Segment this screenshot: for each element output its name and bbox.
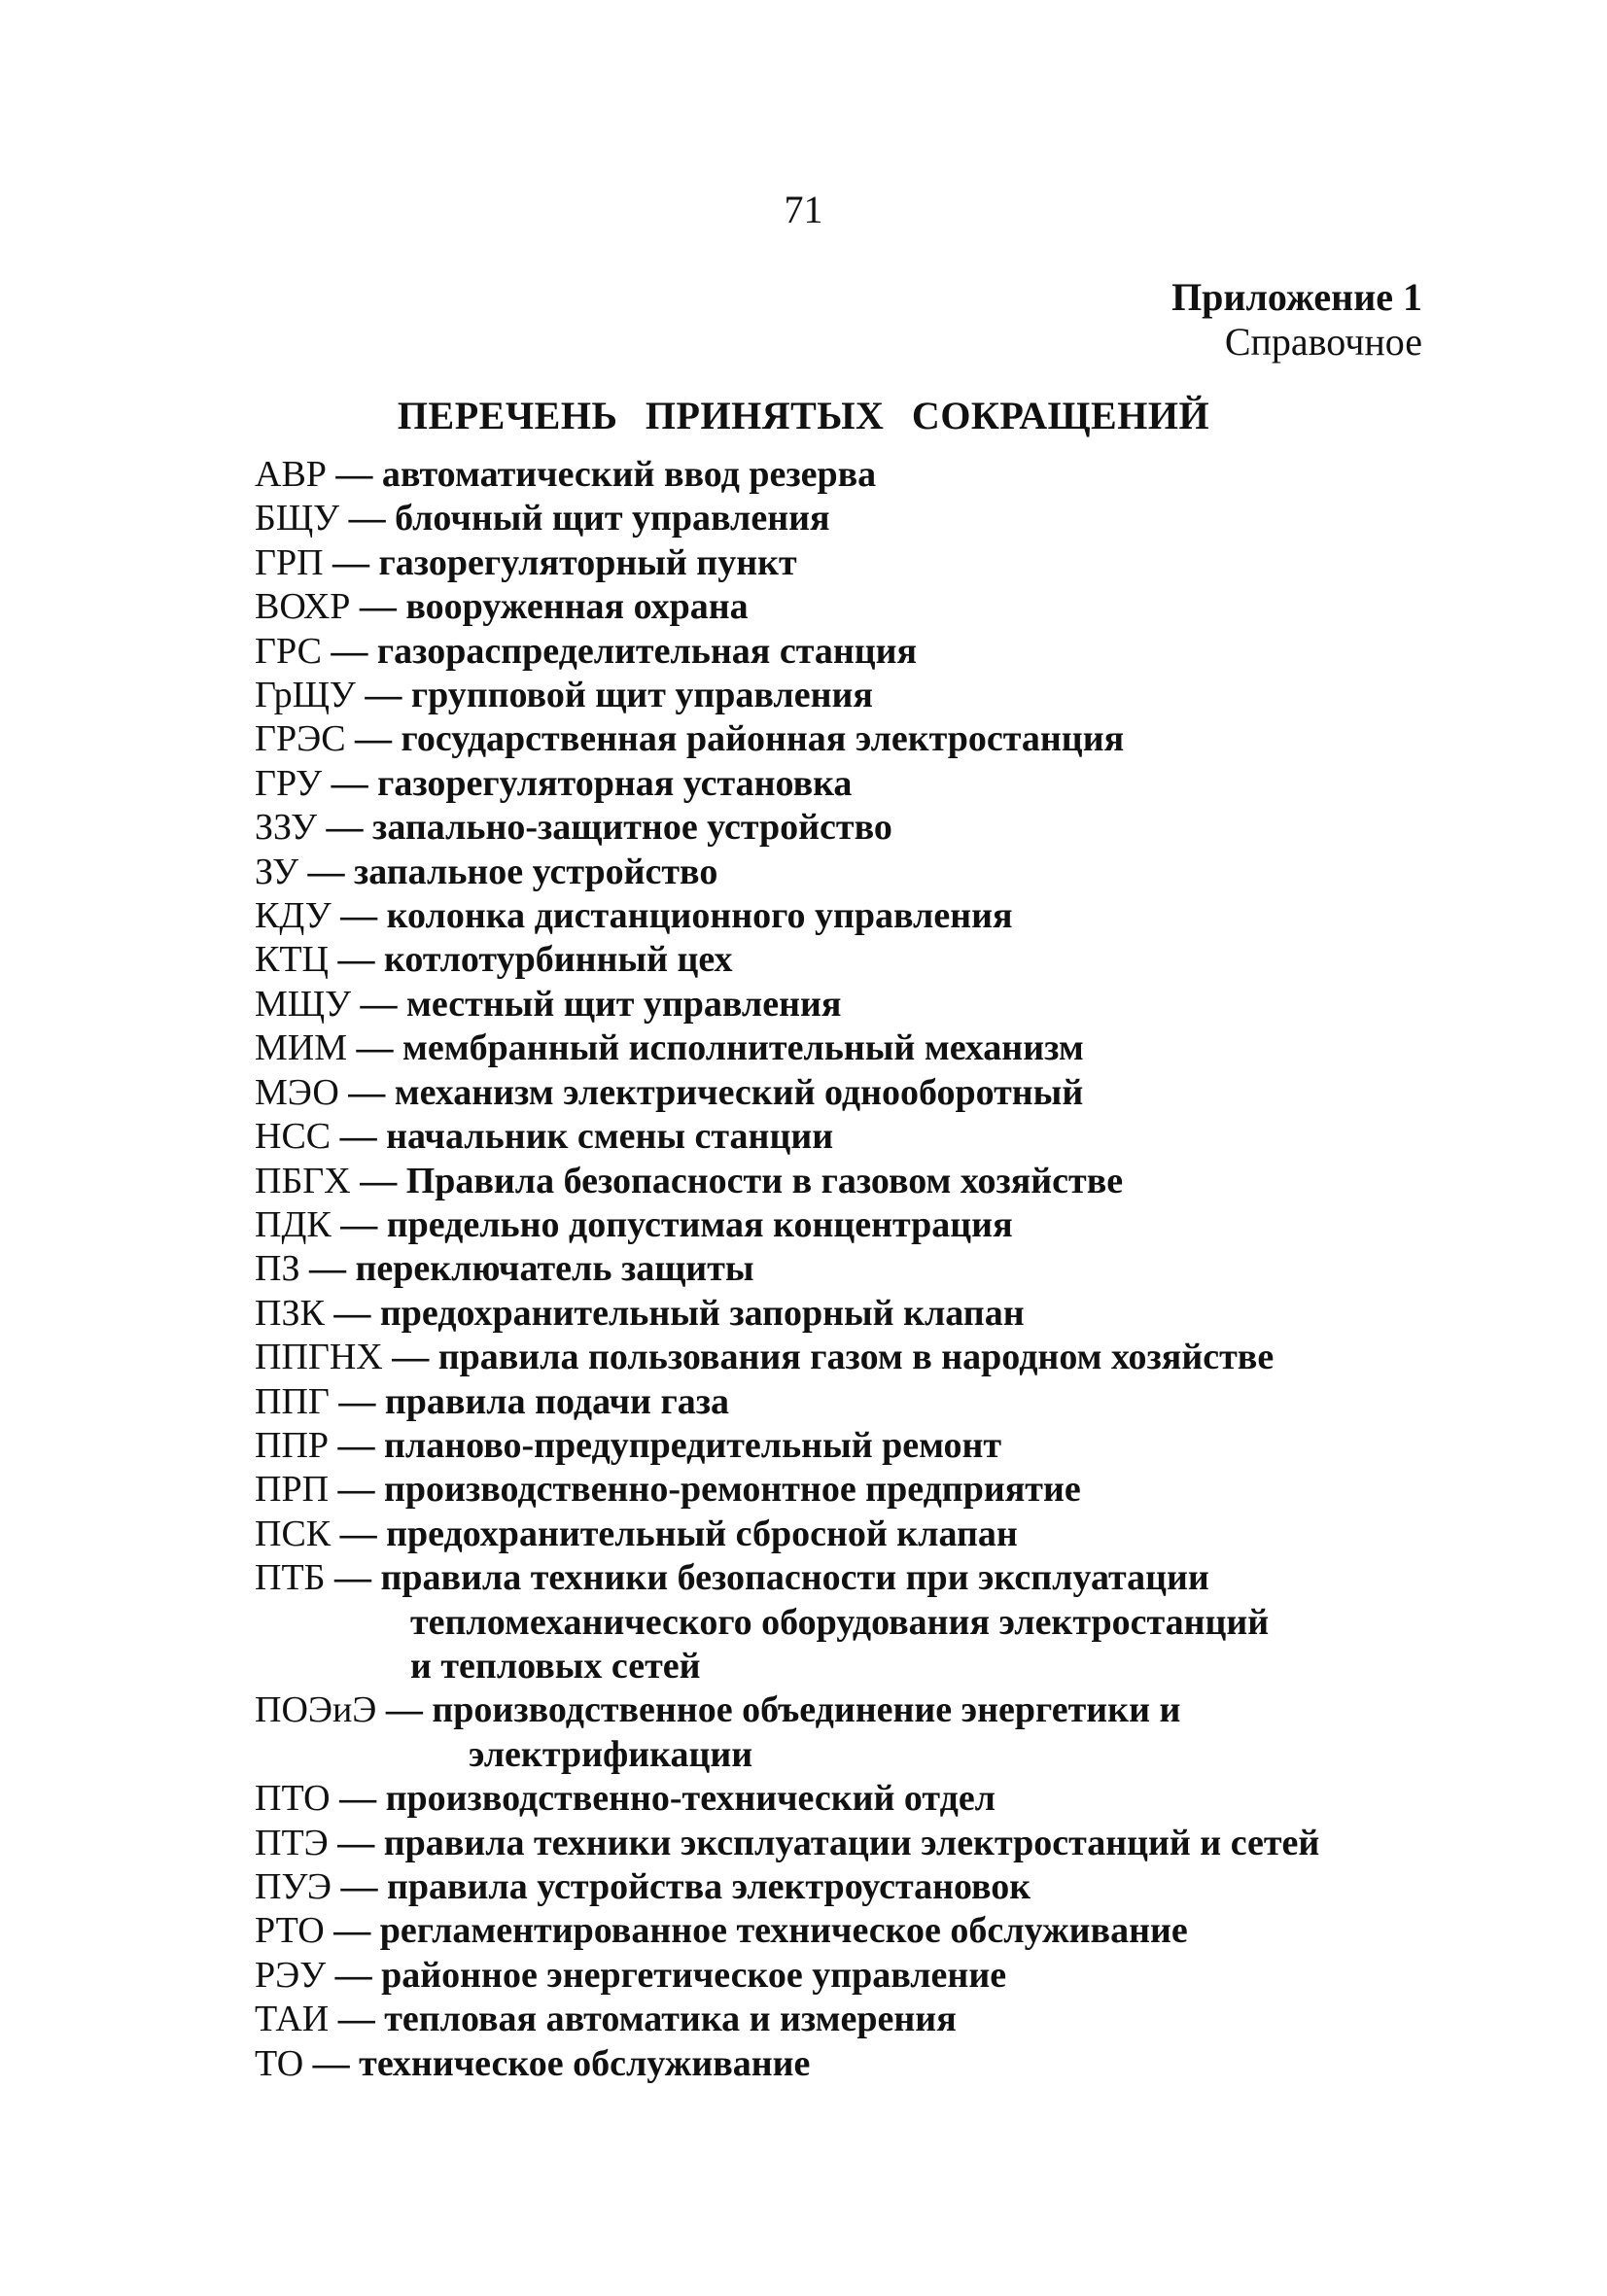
- definition: производственное объединение энергетики и: [432, 1689, 1181, 1731]
- dash: —: [333, 1292, 371, 1334]
- definition: начальник смены станции: [386, 1116, 834, 1158]
- list-item: [255, 717, 1519, 761]
- dash: —: [340, 895, 378, 937]
- definition: предохранительный запорный клапан: [379, 1292, 1025, 1334]
- definition: запально-защитное устройство: [372, 807, 892, 849]
- definition: регламентированное техническое обслуживание: [379, 1910, 1188, 1952]
- dash: —: [360, 983, 398, 1025]
- dash: —: [365, 675, 402, 716]
- list-item: [255, 674, 1519, 717]
- list-item: [255, 541, 1519, 585]
- list-item: [255, 851, 1519, 894]
- definition: правила устройства электроустановок: [386, 1866, 1031, 1907]
- page-number: 71: [784, 188, 823, 231]
- appendix-label: Приложение 1: [1171, 275, 1422, 319]
- dash: —: [335, 454, 373, 495]
- abbreviation: ГРС: [255, 630, 322, 672]
- dash: —: [331, 762, 368, 804]
- abbreviation: КТЦ: [255, 939, 329, 981]
- dash: —: [355, 718, 393, 760]
- abbreviation: ПБГХ: [255, 1160, 351, 1201]
- abbreviation: ППР: [255, 1424, 330, 1466]
- definition: вооруженная охрана: [405, 586, 749, 628]
- abbreviation: МЩУ: [255, 983, 352, 1025]
- definition: Правила безопасности в газовом хозяйстве: [405, 1160, 1124, 1201]
- dash: —: [385, 1689, 423, 1731]
- definition: автоматический ввод резерва: [381, 454, 877, 495]
- list-item: [255, 1909, 1519, 1953]
- abbreviation: ГрЩУ: [255, 675, 356, 716]
- list-item: [255, 983, 1519, 1026]
- list-item: [255, 630, 1519, 674]
- abbreviation: ВОХР: [255, 586, 351, 628]
- abbreviation: ПЗ: [255, 1248, 300, 1290]
- definition: правила техники безопасности при эксплуатации: [380, 1557, 1209, 1599]
- abbreviation: ПУЭ: [255, 1866, 332, 1907]
- list-item: [255, 1160, 1519, 1203]
- list-item: [255, 1468, 1519, 1512]
- list-item: [255, 1336, 1519, 1379]
- dash: —: [308, 1248, 346, 1290]
- list-item: [255, 1380, 1519, 1424]
- dash: —: [337, 1999, 375, 2040]
- list-item: [255, 1292, 1519, 1336]
- list-item: [255, 762, 1519, 806]
- definition: мембранный исполнительный механизм: [402, 1027, 1084, 1069]
- list-item: [255, 1424, 1519, 1468]
- definition-continuation: и тепловых сетей: [410, 1645, 701, 1687]
- abbreviation-list: [255, 453, 1519, 2086]
- abbreviation: ПРП: [255, 1469, 330, 1511]
- list-item: [255, 453, 1519, 497]
- list-item: [255, 938, 1519, 982]
- abbreviation: ЗЗУ: [255, 807, 318, 849]
- dash: —: [340, 1866, 378, 1907]
- abbreviation: МЭО: [255, 1071, 339, 1113]
- dash: —: [348, 498, 386, 539]
- definition: районное энергетическое управление: [381, 1954, 1007, 1996]
- dash: —: [331, 630, 368, 672]
- dash: —: [312, 2042, 350, 2084]
- abbreviation: ПТО: [255, 1778, 331, 1820]
- list-item: [255, 2042, 1519, 2086]
- dash: —: [360, 1160, 398, 1201]
- dash: —: [392, 1337, 430, 1378]
- dash: —: [337, 1424, 375, 1466]
- list-item: [255, 1822, 1519, 1865]
- list-item: [255, 1071, 1519, 1115]
- appendix-header: [1171, 275, 1422, 365]
- definition: правила техники эксплуатации электростанций и сетей: [383, 1822, 1320, 1863]
- dash: —: [333, 1910, 371, 1952]
- appendix-type: Справочное: [1224, 320, 1422, 364]
- abbreviation: ГРП: [255, 541, 324, 583]
- abbreviation: ПЗК: [255, 1292, 325, 1334]
- abbreviation: ПТБ: [255, 1557, 326, 1599]
- abbreviation: ППГ: [255, 1380, 330, 1422]
- definition: тепловая автоматика и измерения: [384, 1999, 957, 2040]
- list-item: [255, 1026, 1519, 1070]
- list-item: [255, 1513, 1519, 1556]
- abbreviation: ПДК: [255, 1203, 332, 1245]
- dash: —: [337, 1469, 375, 1511]
- dash: —: [338, 1380, 376, 1422]
- definition: газорегуляторный пункт: [378, 541, 797, 583]
- list-item: [255, 497, 1519, 540]
- abbreviation: ПСК: [255, 1513, 332, 1554]
- definition: местный щит управления: [406, 983, 842, 1025]
- definition: правила пользования газом в народном хозяйстве: [437, 1337, 1275, 1378]
- definition: механизм электрический однооборотный: [394, 1071, 1084, 1113]
- definition: переключатель защиты: [355, 1248, 754, 1290]
- dash: —: [339, 1513, 377, 1554]
- abbreviation: ГРУ: [255, 762, 323, 804]
- list-item: [255, 1203, 1519, 1247]
- list-item: [255, 1865, 1519, 1909]
- abbreviation: РТО: [255, 1910, 325, 1952]
- definition: производственно-ремонтное предприятие: [384, 1469, 1081, 1511]
- dash: —: [333, 1557, 371, 1599]
- definition: государственная районная электростанция: [401, 718, 1125, 760]
- list-item: [255, 1556, 1519, 1688]
- dash: —: [348, 1071, 386, 1113]
- definition: техническое обслуживание: [359, 2042, 811, 2084]
- abbreviation: БЩУ: [255, 498, 340, 539]
- definition: запальное устройство: [354, 851, 718, 892]
- abbreviation: МИМ: [255, 1027, 348, 1069]
- abbreviation: РЭУ: [255, 1954, 327, 1996]
- dash: —: [326, 807, 364, 849]
- definition: предохранительный сбросной клапан: [386, 1513, 1018, 1554]
- list-item: [255, 1247, 1519, 1291]
- list-item: [255, 1777, 1519, 1821]
- definition: предельно допустимая концентрация: [386, 1203, 1013, 1245]
- abbreviation: ППГНХ: [255, 1337, 383, 1378]
- dash: —: [307, 851, 345, 892]
- page-title: ПЕРЕЧЕНЬ ПРИНЯТЫХ СОКРАЩЕНИЙ: [397, 394, 1210, 437]
- definition: правила подачи газа: [384, 1380, 729, 1422]
- dash: —: [340, 1203, 378, 1245]
- abbreviation: НСС: [255, 1116, 332, 1158]
- list-item: [255, 1954, 1519, 1998]
- abbreviation: ПОЭиЭ: [255, 1689, 377, 1731]
- definition: колонка дистанционного управления: [386, 895, 1013, 937]
- abbreviation: ТО: [255, 2042, 304, 2084]
- definition-continuation: тепломеханического оборудования электростанций: [410, 1601, 1270, 1643]
- abbreviation: КДУ: [255, 895, 332, 937]
- definition: котлотурбинный цех: [384, 939, 733, 981]
- abbreviation: ГРЭС: [255, 718, 346, 760]
- definition: производственно-технический отдел: [385, 1778, 996, 1820]
- dash: —: [334, 1954, 372, 1996]
- definition: газорегуляторная установка: [377, 762, 853, 804]
- dash: —: [356, 1027, 394, 1069]
- dash: —: [339, 1778, 377, 1820]
- list-item: [255, 1688, 1519, 1777]
- list-item: [255, 1115, 1519, 1159]
- abbreviation: ЗУ: [255, 851, 298, 892]
- list-item: [255, 1998, 1519, 2041]
- abbreviation: ПТЭ: [255, 1822, 329, 1863]
- abbreviation: АВР: [255, 454, 327, 495]
- definition: групповой щит управления: [410, 675, 873, 716]
- definition: планово-предупредительный ремонт: [384, 1424, 1002, 1466]
- abbreviation: ТАИ: [255, 1999, 330, 2040]
- definition: газораспределительная станция: [376, 630, 918, 672]
- list-item: [255, 806, 1519, 850]
- dash: —: [359, 586, 397, 628]
- list-item: [255, 585, 1519, 629]
- dash: —: [337, 1822, 375, 1863]
- list-item: [255, 894, 1519, 938]
- definition-continuation: электрификации: [469, 1733, 753, 1775]
- definition: блочный щит управления: [395, 498, 830, 539]
- dash: —: [337, 939, 375, 981]
- dash: —: [339, 1116, 377, 1158]
- dash: —: [332, 541, 370, 583]
